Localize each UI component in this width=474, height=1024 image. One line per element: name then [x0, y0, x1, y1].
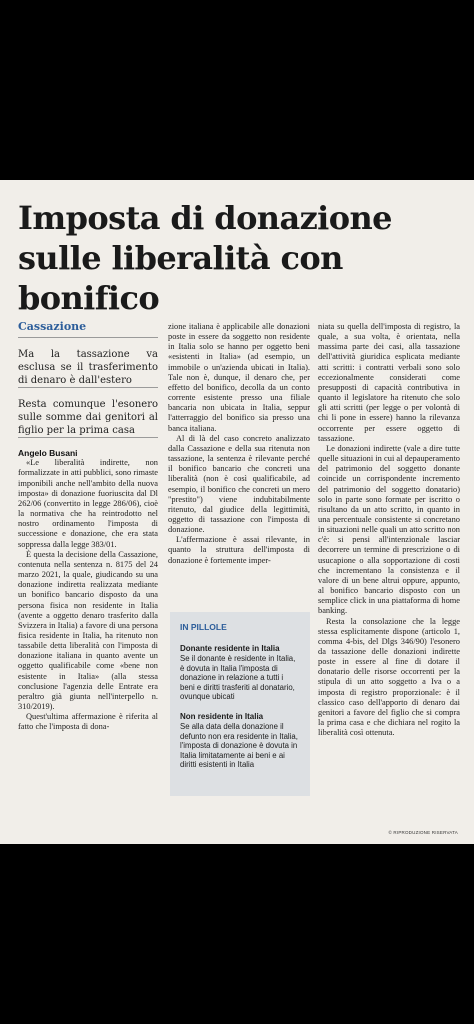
- paragraph: Al di là del caso concreto analizzato dalla Cassazione e della sua ritenuta non tassazione, la sentenza è rilevante perché il bonifico bancario che concreti una liberalità (non è così qualificabile, ad esempio, il bonifico che concreti un mero "prestito") viene indubitabilmente ritenuto, dal giudice della legittimità, oggetto di tassazione con l'imposta di donazione.: [168, 433, 310, 535]
- box-title: IN PILLOLE: [180, 622, 227, 632]
- section-label: Cassazione: [18, 320, 87, 333]
- paragraph: È questa la decisione della Cassazione, contenuta nella sentenza n. 8175 del 24 marzo 2021, la quale, giudicando su una donazione indiretta realizzata mediante un bonifico bancario disposto da una persona fisica non residente in Italia (avente a oggetto denaro trasferito dalla Svizzera in Italia) a favore di una persona fisica residente in Italia, ha ritenuto non tassabile detta liberalità con l'imposta di donazione italiana in quanto avente un oggetto qualificabile come «bene non esistente in Italia» (alla stessa conclusione l'agenzia delle Entrate era peraltro già giunta nell'interpello n. 310/2019).: [18, 549, 158, 712]
- paragraph: zione italiana è applicabile alle donazioni poste in essere da soggetto non residente in Italia solo se hanno per oggetto beni «esistenti in Italia» (ad esempio, un immobile o un'azienda ubicati in Italia). Tale non è, dunque, il denaro che, per effetto del bonifico, decolla da un conto corrente esistente presso una filiale bancaria non ubicata in Italia, seppur l'atterraggio del bonifico sia presso una banca italiana.: [168, 322, 310, 433]
- in-brief-box: [170, 612, 310, 796]
- box-heading: Donante residente in Italia: [180, 644, 280, 653]
- paragraph: Le donazioni indirette (vale a dire tutte quelle situazioni in cui al depauperamento del patrimonio del soggetto donante coincide un corrispondente incremento del patrimonio del soggetto donatario) solo in parte sono formate per iscritto o risultano da un atto scritto, in quanto in una percentuale consistente si concretano in situazioni nelle quali un atto scritto non c'è: si pensi all'intenzionale lasciar decorrere un termine di prescrizione o di usucapione o alla sopportazione di costi che incrementano la consistenza e il valore di un bene altrui oppure, appunto, al bonifico bancario disposto con un semplice click in una piattaforma di home banking.: [318, 443, 460, 616]
- column-2: [168, 322, 310, 566]
- deck-2: Resta comunque l'esonero sulle somme dai genitori al figlio per la prima casa: [18, 399, 158, 437]
- column-3: [318, 322, 460, 738]
- copyright-notice: © RIPRODUZIONE RISERVATA: [388, 830, 458, 835]
- divider: [18, 437, 158, 438]
- box-text: Se il donante è residente in Italia, è dovuta in Italia l'imposta di donazione in relazione a tutti i beni e diritti trasferiti al donatario, ovunque ubicati: [180, 654, 296, 702]
- divider: [18, 387, 158, 388]
- newspaper-clipping: [0, 180, 474, 844]
- paragraph: niata su quella dell'imposta di registro, la quale, a sua volta, è orientata, nella massima parte dei casi, alla tassazione dell'attività giuridica esplicata mediante atti scritti: i contratti verbali sono solo eccezionalmente considerati come presupposti di capacità contributiva in quanto il legislatore ha ritenuto che solo gli atti scritti (per legge o per volontà di chi li pone in essere) hanno la rilevanza occorrente per essere oggetto di tassazione.: [318, 322, 460, 443]
- paragraph: «Le liberalità indirette, non formalizzate in atti pubblici, sono rimaste imponibili anche nell'ambito della nuova imposta» di donazione fuoriuscita dal Dl 262/06 (convertito in legge 286/06), cioè la normativa che ha reintrodotto nel nostro ordinamento l'imposta di successione e donazione, che era stata soppressa dalla legge 383/01.: [18, 458, 158, 549]
- headline: Imposta di donazione sulle liberalità con bonifico: [18, 199, 392, 317]
- deck-1: Ma la tassazione va esclusa se il trasferimento di denaro è dall'estero: [18, 349, 158, 387]
- author: Angelo Busani: [18, 448, 78, 459]
- box-heading: Non residente in Italia: [180, 711, 264, 721]
- column-1: [18, 322, 158, 733]
- paragraph: Quest'ultima affermazione è riferita al fatto che l'imposta di dona-: [18, 712, 158, 732]
- box-text: Se alla data della donazione il defunto non era residente in Italia, l'imposta di donazione è dovuta in Italia limitatamente ai beni e ai diritti esistenti in Italia: [180, 721, 298, 770]
- divider: [18, 337, 158, 338]
- paragraph: L'affermazione è assai rilevante, in quanto la struttura dell'imposta di donazione è fortemente imper-: [168, 535, 310, 565]
- paragraph: Resta la consolazione che la legge stessa esplicitamente dispone (articolo 1, comma 4-bis, del Dlgs 346/90) l'esonero da tassazione delle donazioni indirette poste in essere al fine di dotare il donatario delle risorse occorrenti per la stipula di un atto soggetto a Iva o a imposta di registro proporzionale: è il classico caso dell'apporto di denaro dai genitori a favore del figlio che si compra la prima casa e che dichiara nel rogito la liberalità così ottenuta.: [318, 616, 460, 738]
